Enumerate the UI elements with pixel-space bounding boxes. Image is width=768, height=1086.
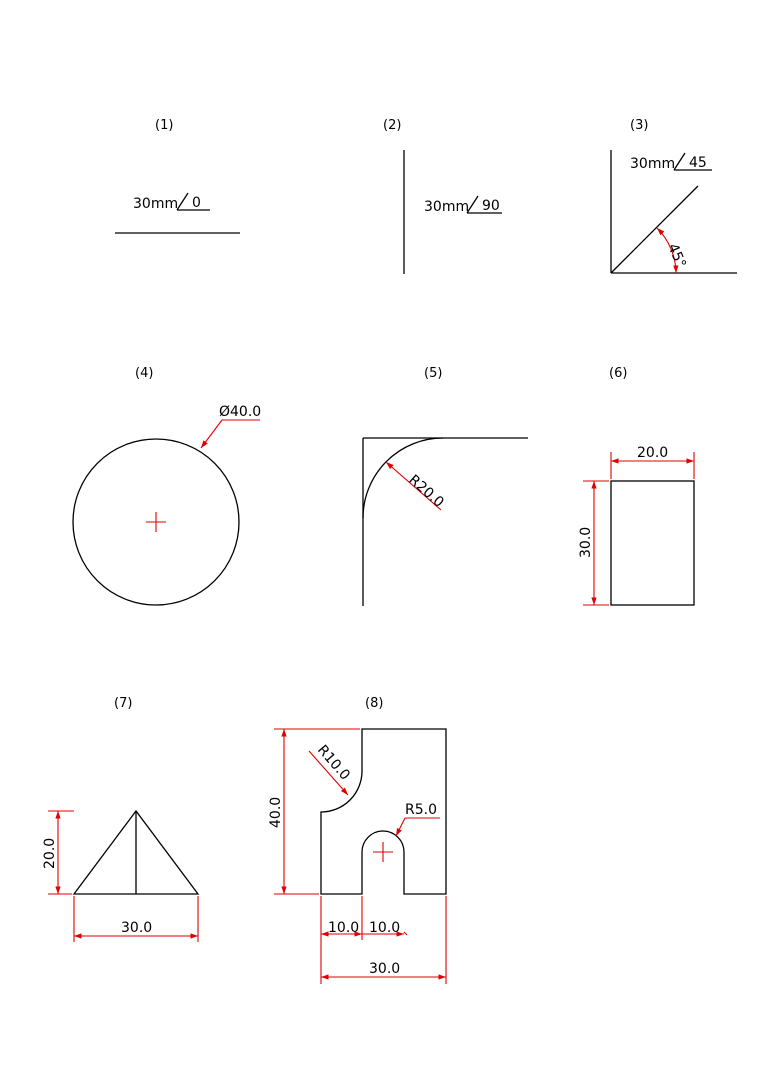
figure-5 xyxy=(363,366,528,606)
figure-4-diameter: Ø40.0 xyxy=(219,404,262,420)
figure-8-small-radius: R5.0 xyxy=(405,802,437,818)
figure-8-seg2: 10.0 xyxy=(369,920,401,936)
figure-1-angle: 0 xyxy=(192,195,201,211)
figure-1-angle-symbol xyxy=(177,193,188,210)
figure-2-length: 30mm xyxy=(424,199,470,215)
figure-3-angle: 45 xyxy=(689,155,707,171)
figure-2-label: (2) xyxy=(383,118,402,133)
figure-8-seg1: 10.0 xyxy=(328,920,360,936)
figure-3-arc-dimension: 45° xyxy=(664,241,689,271)
figure-2 xyxy=(383,118,502,274)
figure-8-ext-tick xyxy=(404,932,407,935)
figure-8-large-radius: R10.0 xyxy=(313,742,353,784)
figure-3-length: 30mm xyxy=(630,156,676,172)
figure-8 xyxy=(268,696,446,984)
figure-3 xyxy=(611,118,737,273)
figure-5-radius: R20.0 xyxy=(405,471,447,511)
figure-3-label: (3) xyxy=(630,118,649,133)
figure-4-leader xyxy=(201,420,222,448)
figure-8-height: 40.0 xyxy=(268,796,284,828)
figure-8-small-radius-leader xyxy=(396,818,405,836)
figure-8-label: (8) xyxy=(365,696,384,711)
figure-1 xyxy=(115,118,240,233)
figure-7-height: 20.0 xyxy=(42,837,58,869)
figure-1-length: 30mm xyxy=(133,196,179,212)
figure-6-height: 30.0 xyxy=(578,526,594,558)
figure-6 xyxy=(578,366,694,605)
figure-1-label: (1) xyxy=(155,118,174,133)
figure-7-base: 30.0 xyxy=(121,920,153,936)
figure-4 xyxy=(73,366,261,605)
figure-6-label: (6) xyxy=(609,366,628,381)
figure-6-rectangle xyxy=(611,481,694,605)
figure-7 xyxy=(42,696,198,942)
figure-4-label: (4) xyxy=(135,366,154,381)
figure-6-width: 20.0 xyxy=(637,445,669,461)
figure-3-angle-symbol xyxy=(674,153,685,170)
figure-7-label: (7) xyxy=(114,696,133,711)
figure-5-label: (5) xyxy=(424,366,443,381)
figure-8-total: 30.0 xyxy=(369,961,401,977)
figure-2-angle: 90 xyxy=(482,198,500,214)
